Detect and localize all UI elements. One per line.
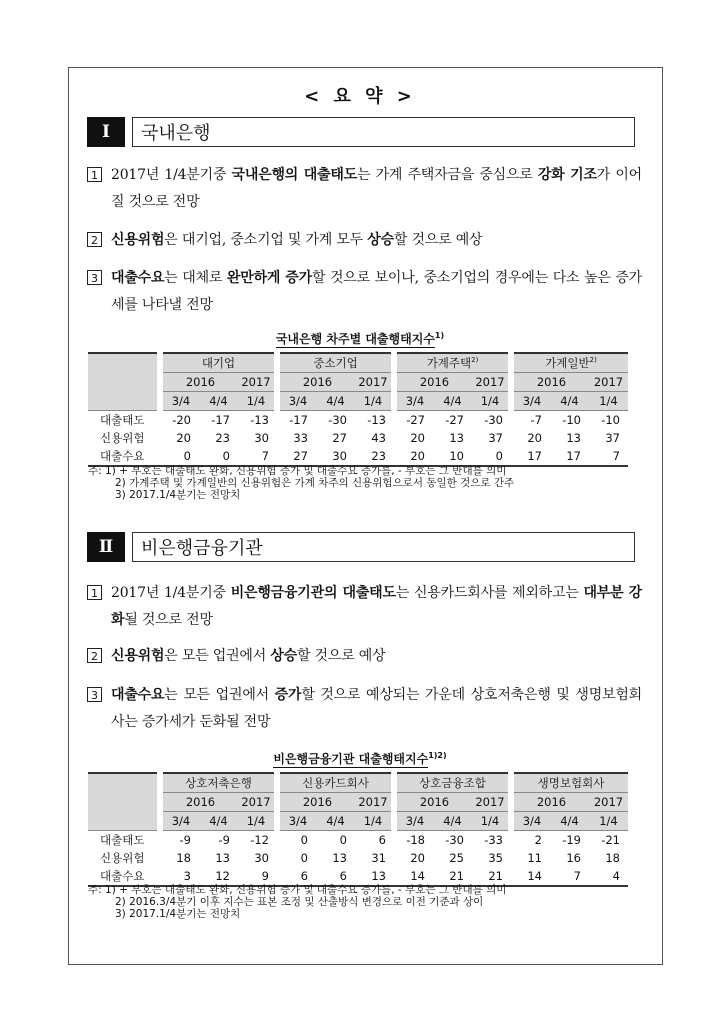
table-cell: -21 — [601, 833, 620, 847]
header-row-groups — [88, 353, 628, 373]
item-number: 2 — [87, 648, 102, 663]
quarter-header: 3/4 — [160, 392, 199, 411]
s2-table-title — [0, 750, 720, 767]
section-2-header — [87, 532, 635, 562]
s1-item-2 — [87, 227, 642, 254]
header-corner — [88, 353, 160, 411]
group-name: 가계일반 — [545, 356, 590, 370]
table-cell: 25 — [449, 851, 464, 865]
bold-run: 국내은행의 대출태도 — [231, 167, 358, 183]
table-cell: 10 — [433, 447, 472, 466]
section-1-number: Ⅰ — [87, 117, 125, 147]
table-cell: 35 — [488, 851, 503, 865]
table-cell: 0 — [472, 447, 511, 466]
group-header — [511, 773, 628, 793]
year-header: 2016 — [277, 373, 355, 392]
table-cell: 12 — [199, 867, 238, 886]
table-cell: 13 — [355, 867, 394, 886]
group-header — [394, 353, 511, 373]
quarter-header: 3/4 — [394, 812, 433, 831]
row-label: 대출수요 — [88, 867, 160, 886]
note-line: 2) 가계주택 및 가계일반의 신용위험은 가계 차주의 신용위험으로서 동일한 것으로 간주 — [115, 477, 515, 489]
bold-run: 신용위험 — [111, 232, 165, 248]
quarter-header: 1/4 — [238, 812, 277, 831]
table-cell: -10 — [562, 413, 581, 427]
table-cell: -20 — [172, 413, 191, 427]
quarter-header: 1/4 — [355, 392, 394, 411]
year-header: 2016 — [160, 793, 238, 812]
table-cell: 31 — [371, 851, 386, 865]
year-header: 2016 — [160, 373, 238, 392]
text-run: 는 대체로 — [164, 270, 227, 286]
table-cell: 13 — [566, 431, 581, 445]
quarter-header: 1/4 — [589, 812, 628, 831]
table-cell: 14 — [511, 867, 550, 886]
quarter-header: 4/4 — [316, 812, 355, 831]
table-cell: -30 — [445, 833, 464, 847]
table-row — [88, 849, 628, 867]
table-cell: 7 — [589, 447, 628, 466]
item-text — [111, 643, 642, 670]
year-header: 2017 — [238, 793, 277, 812]
table-cell: 20 — [410, 431, 425, 445]
table-cell: 16 — [566, 851, 581, 865]
item-number: 3 — [87, 687, 102, 702]
text-run: 는 모든 업권에서 — [164, 687, 275, 703]
text-run: 2017년 1/4분기중 — [111, 167, 232, 183]
group-name: 중소기업 — [313, 356, 358, 370]
note-line: 주: 1) + 부호는 대출태도 완화, 신용위험 증가 및 대출수요 증가를, - 부호는 그 반대를 의미 — [88, 884, 507, 896]
note-line: 3) 2017.1/4분기는 전망치 — [115, 489, 241, 501]
bold-run: 대출수요 — [111, 270, 165, 286]
bold-run: 대출수요 — [111, 687, 165, 703]
item-text — [111, 265, 642, 319]
section-2-number: Ⅱ — [87, 532, 125, 562]
note-line: 3) 2017.1/4분기는 전망치 — [115, 908, 241, 920]
table-cell: -10 — [601, 413, 620, 427]
year-header: 2017 — [355, 373, 394, 392]
table-cell: 9 — [238, 867, 277, 886]
bold-run: 상승 — [367, 232, 394, 248]
text-run: 2017년 1/4분기중 — [111, 585, 231, 601]
table-cell: 0 — [160, 447, 199, 466]
section-1-header — [87, 117, 635, 147]
table-cell: -9 — [179, 833, 191, 847]
table-row — [88, 411, 628, 430]
table-title-text: 국내은행 차주별 대출행태지수 — [275, 332, 435, 346]
item-text — [111, 162, 642, 216]
year-header: 2016 — [394, 793, 472, 812]
group-name: 생명보험회사 — [537, 776, 605, 790]
s1-table-title — [0, 330, 720, 347]
group-sup: 2) — [589, 356, 597, 365]
bold-run: 비은행금융기관의 대출태도 — [230, 585, 396, 601]
group-header — [160, 773, 277, 793]
group-name: 신용카드회사 — [302, 776, 369, 790]
table-title-sup: 1) — [434, 331, 445, 340]
table-cell: 30 — [254, 851, 269, 865]
item-text — [111, 227, 642, 254]
s2-notes — [88, 884, 506, 920]
quarter-header: 4/4 — [316, 392, 355, 411]
year-header: 2017 — [589, 373, 628, 392]
table-cell: -19 — [562, 833, 581, 847]
table-cell: -17 — [289, 413, 308, 427]
table-cell: 20 — [176, 431, 191, 445]
bold-run: 증가 — [274, 687, 302, 703]
bold-run: 완만하게 증가 — [226, 270, 312, 286]
table-cell: 20 — [410, 851, 425, 865]
table-title-sup: 1)2) — [428, 751, 447, 760]
quarter-header: 4/4 — [550, 812, 589, 831]
year-header: 2017 — [355, 793, 394, 812]
table-cell: 0 — [339, 833, 347, 847]
text-run: 할 것으로 예상되는 가운데 상호저축은행 및 생명보험회사는 증가세가 둔화될 전망 — [111, 687, 642, 730]
s2-item-1 — [87, 580, 642, 634]
group-name: 대기업 — [201, 356, 236, 370]
text-run: 할 것으로 보이나, 중소기업의 경우에는 다소 높은 증가세를 나타낼 전망 — [111, 270, 642, 313]
quarter-header: 4/4 — [433, 392, 472, 411]
quarter-header: 1/4 — [238, 392, 277, 411]
table-title-text: 비은행금융기관 대출행태지수 — [273, 752, 429, 766]
item-number: 2 — [87, 232, 102, 247]
s1-table — [88, 352, 628, 467]
table-cell: -18 — [406, 833, 425, 847]
table-cell: 2 — [534, 833, 542, 847]
row-label: 신용위험 — [100, 431, 145, 445]
text-run: 은 모든 업권에서 — [164, 648, 271, 664]
group-header — [160, 353, 277, 373]
item-text — [111, 580, 642, 634]
year-header: 2017 — [472, 373, 511, 392]
year-header: 2016 — [277, 793, 355, 812]
row-label: 대출수요 — [88, 447, 160, 466]
row-label: 대출태도 — [100, 413, 145, 427]
table-cell: 23 — [215, 431, 230, 445]
table-cell: 3 — [160, 867, 199, 886]
table-cell: 20 — [394, 447, 433, 466]
table-cell: 13 — [215, 851, 230, 865]
quarter-header: 3/4 — [511, 392, 550, 411]
header-row-years — [88, 373, 628, 392]
text-run: 은 대기업, 중소기업 및 가계 모두 — [164, 232, 368, 248]
row-label: 신용위험 — [100, 851, 145, 865]
quarter-header: 3/4 — [511, 812, 550, 831]
group-name: 상호저축은행 — [185, 776, 252, 790]
item-text — [111, 682, 642, 736]
table-cell: 0 — [199, 447, 238, 466]
table-cell: 18 — [176, 851, 191, 865]
year-header: 2016 — [394, 373, 472, 392]
table-cell: 37 — [605, 431, 620, 445]
page-title: < 요 약 > — [304, 86, 416, 107]
table-cell: 7 — [550, 867, 589, 886]
header-corner — [88, 773, 160, 831]
group-header — [277, 353, 394, 373]
quarter-header: 3/4 — [277, 812, 316, 831]
header-row-quarters — [88, 812, 628, 831]
note-line: 2) 2016.3/4분기 이후 지수는 표본 조정 및 산출방식 변경으로 이전 기준과 상이 — [115, 896, 484, 908]
table-row — [88, 429, 628, 447]
group-name: 가계주택 — [426, 356, 472, 370]
group-header — [277, 773, 394, 793]
table-cell: 27 — [277, 447, 316, 466]
bold-run: 강화 기조 — [537, 167, 597, 183]
table-cell: 43 — [371, 431, 386, 445]
group-name: 상호금융조합 — [419, 776, 486, 790]
table-cell: 6 — [277, 867, 316, 886]
note-line: 주: 1) + 부호는 대출태도 완화, 신용위험 증가 및 대출수요 증가를, - 부호는 그 반대를 의미 — [88, 465, 507, 477]
row-label: 대출태도 — [100, 833, 145, 847]
table-cell: -30 — [484, 413, 503, 427]
table-cell: 13 — [332, 851, 347, 865]
table-cell: 14 — [394, 867, 433, 886]
s2-item-2 — [87, 643, 642, 670]
table-cell: 17 — [550, 447, 589, 466]
table-cell: 6 — [316, 867, 355, 886]
quarter-header: 4/4 — [433, 812, 472, 831]
table-cell: -27 — [445, 413, 464, 427]
quarter-header: 3/4 — [277, 392, 316, 411]
section-2-title: 비은행금융기관 — [132, 532, 635, 562]
text-run: 될 것으로 전망 — [124, 612, 213, 628]
year-header: 2016 — [511, 373, 589, 392]
text-run: 할 것으로 예상 — [393, 232, 483, 248]
bold-run: 대부분 강화 — [111, 585, 642, 628]
table-cell: 11 — [527, 851, 542, 865]
table-cell: -33 — [484, 833, 503, 847]
table-cell: -13 — [367, 413, 386, 427]
text-run: 는 신용카드회사를 제외하고는 — [395, 585, 584, 601]
year-header: 2016 — [511, 793, 589, 812]
bold-run: 신용위험 — [111, 648, 165, 664]
table-cell: 4 — [589, 867, 628, 886]
quarter-header: 3/4 — [394, 392, 433, 411]
s2-item-3 — [87, 682, 642, 736]
section-1-title: 국내은행 — [132, 117, 635, 147]
quarter-header: 1/4 — [589, 392, 628, 411]
quarter-header: 4/4 — [199, 392, 238, 411]
table-cell: 21 — [472, 867, 511, 886]
table-cell: -17 — [211, 413, 230, 427]
item-number: 1 — [87, 585, 102, 600]
quarter-header: 4/4 — [199, 812, 238, 831]
quarter-header: 1/4 — [472, 392, 511, 411]
table-cell: 20 — [527, 431, 542, 445]
table-cell: -13 — [250, 413, 269, 427]
table-cell: 6 — [378, 833, 386, 847]
header-row-groups — [88, 773, 628, 793]
item-number: 3 — [87, 270, 102, 285]
table-cell: -7 — [530, 413, 542, 427]
quarter-header: 1/4 — [472, 812, 511, 831]
table-cell: -30 — [328, 413, 347, 427]
table-row — [88, 831, 628, 850]
table-cell: 21 — [433, 867, 472, 886]
header-row-quarters — [88, 392, 628, 411]
s1-item-1 — [87, 162, 642, 216]
table-cell: 23 — [355, 447, 394, 466]
table-cell: 37 — [488, 431, 503, 445]
year-header: 2017 — [238, 373, 277, 392]
table-cell: -9 — [218, 833, 230, 847]
table-cell: -12 — [250, 833, 269, 847]
table-cell: 0 — [300, 851, 308, 865]
table-cell: 17 — [511, 447, 550, 466]
s2-table — [88, 772, 628, 887]
quarter-header: 4/4 — [550, 392, 589, 411]
table-cell: 27 — [332, 431, 347, 445]
text-run: 가 이어질 것으로 전망 — [111, 167, 642, 210]
table-cell: 30 — [316, 447, 355, 466]
item-number: 1 — [87, 167, 102, 182]
group-header — [511, 353, 628, 373]
quarter-header: 1/4 — [355, 812, 394, 831]
s1-item-3 — [87, 265, 642, 319]
table-cell: 7 — [238, 447, 277, 466]
table-cell: -27 — [406, 413, 425, 427]
table-cell: 18 — [605, 851, 620, 865]
year-header: 2017 — [589, 793, 628, 812]
text-run: 할 것으로 예상 — [296, 648, 386, 664]
table-row — [88, 447, 628, 466]
year-header: 2017 — [472, 793, 511, 812]
table-cell: 30 — [254, 431, 269, 445]
group-header — [394, 773, 511, 793]
s1-notes — [88, 465, 514, 501]
text-run: 는 가계 주택자금을 중심으로 — [357, 167, 538, 183]
group-sup: 2) — [471, 356, 479, 365]
table-cell: 33 — [293, 431, 308, 445]
bold-run: 상승 — [270, 648, 297, 664]
quarter-header: 3/4 — [160, 812, 199, 831]
table-cell: 0 — [300, 833, 308, 847]
header-row-years — [88, 793, 628, 812]
table-cell: 13 — [449, 431, 464, 445]
